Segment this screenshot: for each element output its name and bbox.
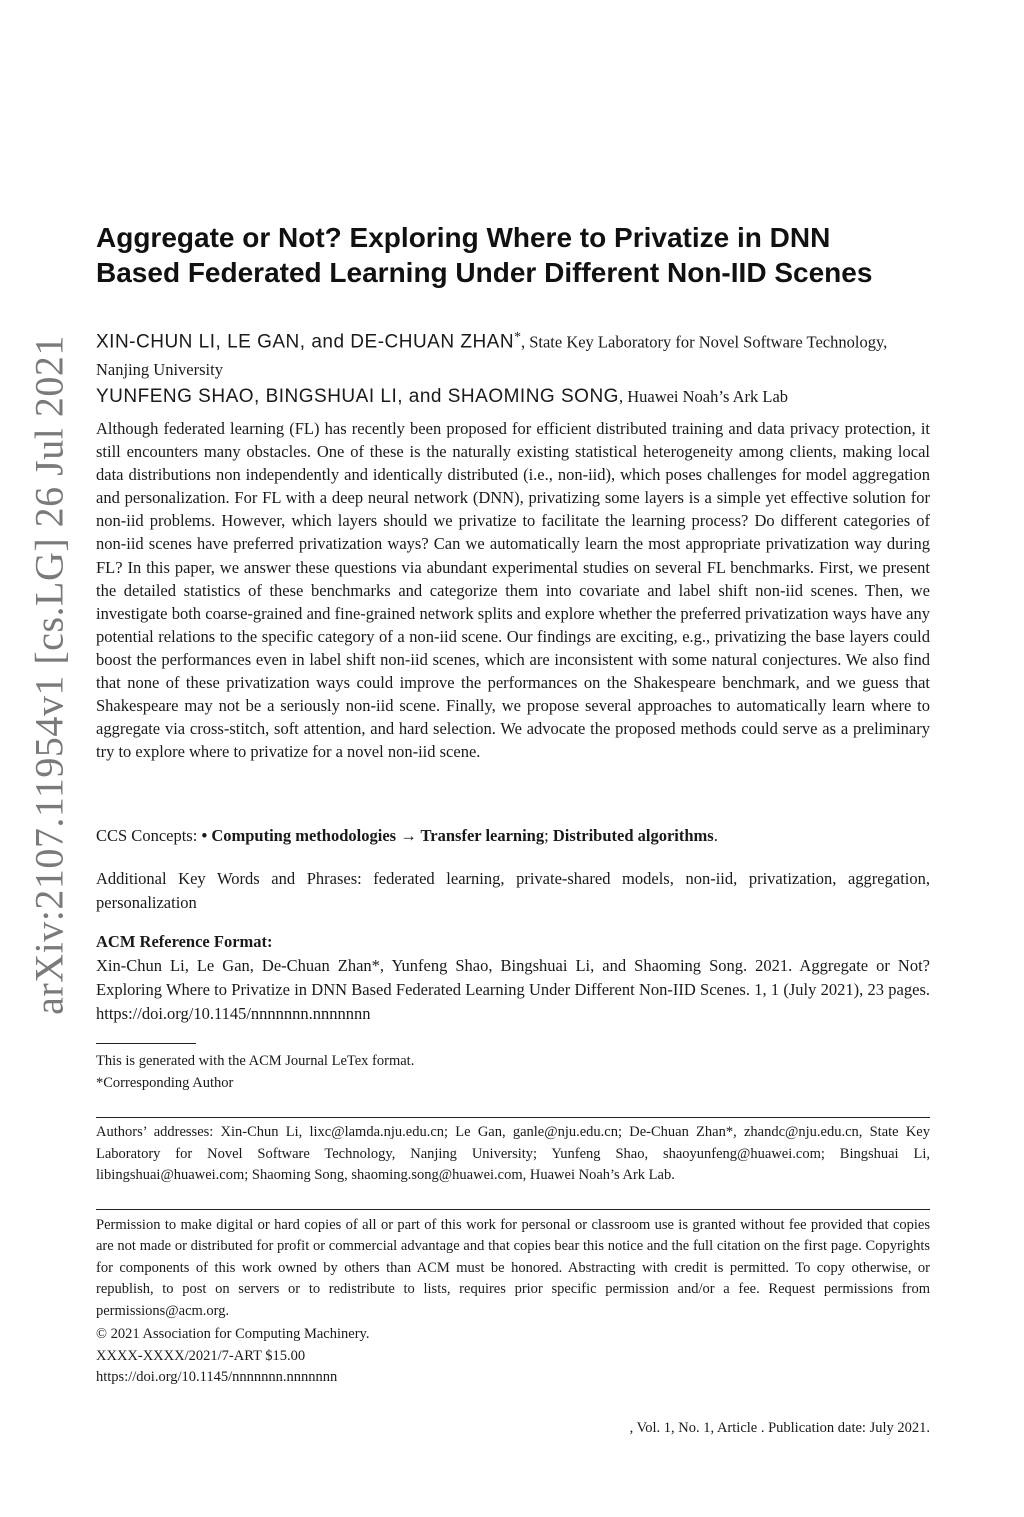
title-line-1: Aggregate or Not? Exploring Where to Privatize in DNN [96, 222, 831, 253]
divider-2 [96, 1209, 930, 1210]
ccs-prefix: CCS Concepts: [96, 826, 202, 845]
ccs-concept-2: Distributed algorithms [552, 826, 714, 845]
arxiv-sideband [14, 290, 84, 1060]
ccs-separator: ; [544, 826, 553, 845]
doi-line: https://doi.org/10.1145/nnnnnnn.nnnnnnn [96, 1369, 338, 1385]
ccs-bullet: • [201, 826, 212, 845]
title-line-2: Based Federated Learning Under Different Non-IID Scenes [96, 257, 873, 288]
publication-info: , Vol. 1, No. 1, Article . Publication date: July 2021. [629, 1420, 930, 1436]
footnote-rule [96, 1043, 196, 1044]
ccs-concept-1: Computing methodologies → Transfer learning [211, 826, 545, 845]
author-names-1: XIN-CHUN LI, LE GAN, and DE-CHUAN ZHAN [96, 331, 515, 353]
permission-notice: Permission to make digital or hard copies of all or part of this work for personal or classroom use is granted without fee provided that copies are not made or distributed for profit or commercial advantage and that copies bear this notice and the full citation on the first page. Copyrights for components of this work owned by others than ACM must be honored. Abstracting with credit is permitted. To copy otherwise, or republish, to post on servers or to redistribute to lists, requires prior specific permission and/or a fee. Request permissions from permissions@acm.org. [96, 1217, 930, 1319]
author-block [96, 323, 930, 410]
keywords: Additional Key Words and Phrases: federated learning, private-shared models, non-iid, privatization, aggregation, personalization [96, 869, 930, 912]
author-names-2: YUNFENG SHAO, BINGSHUAI LI, and SHAOMING SONG [96, 385, 619, 407]
issn-line: XXXX-XXXX/2021/7-ART $15.00 [96, 1347, 306, 1364]
author-group-1 [96, 323, 930, 383]
affiliation-2: , Huawei Noah’s Ark Lab [618, 386, 789, 406]
author-group-2 [96, 383, 930, 410]
arxiv-identifier: arXiv:2107.11954v1 [cs.LG] 26 Jul 2021 [26, 335, 72, 1015]
copyright-block [96, 1324, 930, 1389]
affiliation-1: , State Key Laboratory for Novel Software Technology, Nanjing University [96, 332, 888, 379]
acm-reference-heading: ACM Reference Format: [96, 932, 273, 951]
corresponding-mark: * [514, 329, 521, 344]
paper-page [96, 0, 930, 1517]
copyright-line: © 2021 Association for Computing Machinery. [96, 1326, 370, 1342]
divider-1 [96, 1117, 930, 1118]
footnote-1: This is generated with the ACM Journal LeTex format. [96, 1053, 415, 1069]
abstract: Although federated learning (FL) has recently been proposed for efficient distributed training and data privacy protection, it still encounters many obstacles. One of these is the naturally existing statistical heterogeneity among clients, making local data distributions non independently and identically distributed (i.e., non-iid), which poses challenges for model aggregation and personalization. For FL with a deep neural network (DNN), privatizing some layers is a simple yet effective solution for non-iid problems. However, which layers should we privatize to facilitate the learning process? Do different categories of non-iid scenes have preferred privatization ways? Can we automatically learn the most appropriate privatization way during FL? In this paper, we answer these questions via abundant experimental studies on several FL benchmarks. First, we present the detailed statistics of these benchmarks and categorize them into covariate and label shift non-iid scenes. Then, we investigate both coarse-grained and fine-grained network splits and explore whether the preferred privatization ways have any potential relations to the specific category of a non-iid scene. Our findings are exciting, e.g., privatizing the base layers could boost the performances even in label shift non-iid scenes, which are inconsistent with some natural conjectures. We also find that none of these privatization ways could improve the performances on the Shakespeare benchmark, and we guess that Shakespeare may not be a seriously non-iid scene. Finally, we propose several approaches to automatically learn where to aggregate via cross-stitch, soft attention, and hard selection. We advocate the proposed methods could serve as a preliminary try to explore where to privatize for a novel non-iid scene. [96, 419, 930, 762]
acm-reference [96, 930, 930, 1026]
footnote-2: *Corresponding Author [96, 1075, 234, 1091]
ccs-end: . [713, 826, 718, 845]
ccs-concepts [96, 824, 930, 847]
footnotes [96, 1050, 930, 1094]
author-addresses: Authors’ addresses: Xin-Chun Li, lixc@lamda.nju.edu.cn; Le Gan, ganle@nju.edu.cn; De-Chuan Zhan*, zhandc@nju.edu.cn, State Key Laboratory for Novel Software Technology, Nanjing University; Yunfeng Shao, shaoyunfeng@huawei.com; Bingshuai Li, libingshuai@huawei.com; Shaoming Song, shaoming.song@huawei.com, Huawei Noah’s Ark Lab. [96, 1124, 930, 1183]
acm-reference-text: Xin-Chun Li, Le Gan, De-Chuan Zhan*, Yunfeng Shao, Bingshuai Li, and Shaoming Song. 2021. Aggregate or Not? Exploring Where to Privatize in DNN Based Federated Learning Under Different Non-IID Scenes. 1, 1 (July 2021), 23 pages. https://doi.org/10.1145/nnnnnnn.nnnnnnn [96, 956, 930, 1023]
paper-title [96, 220, 930, 290]
